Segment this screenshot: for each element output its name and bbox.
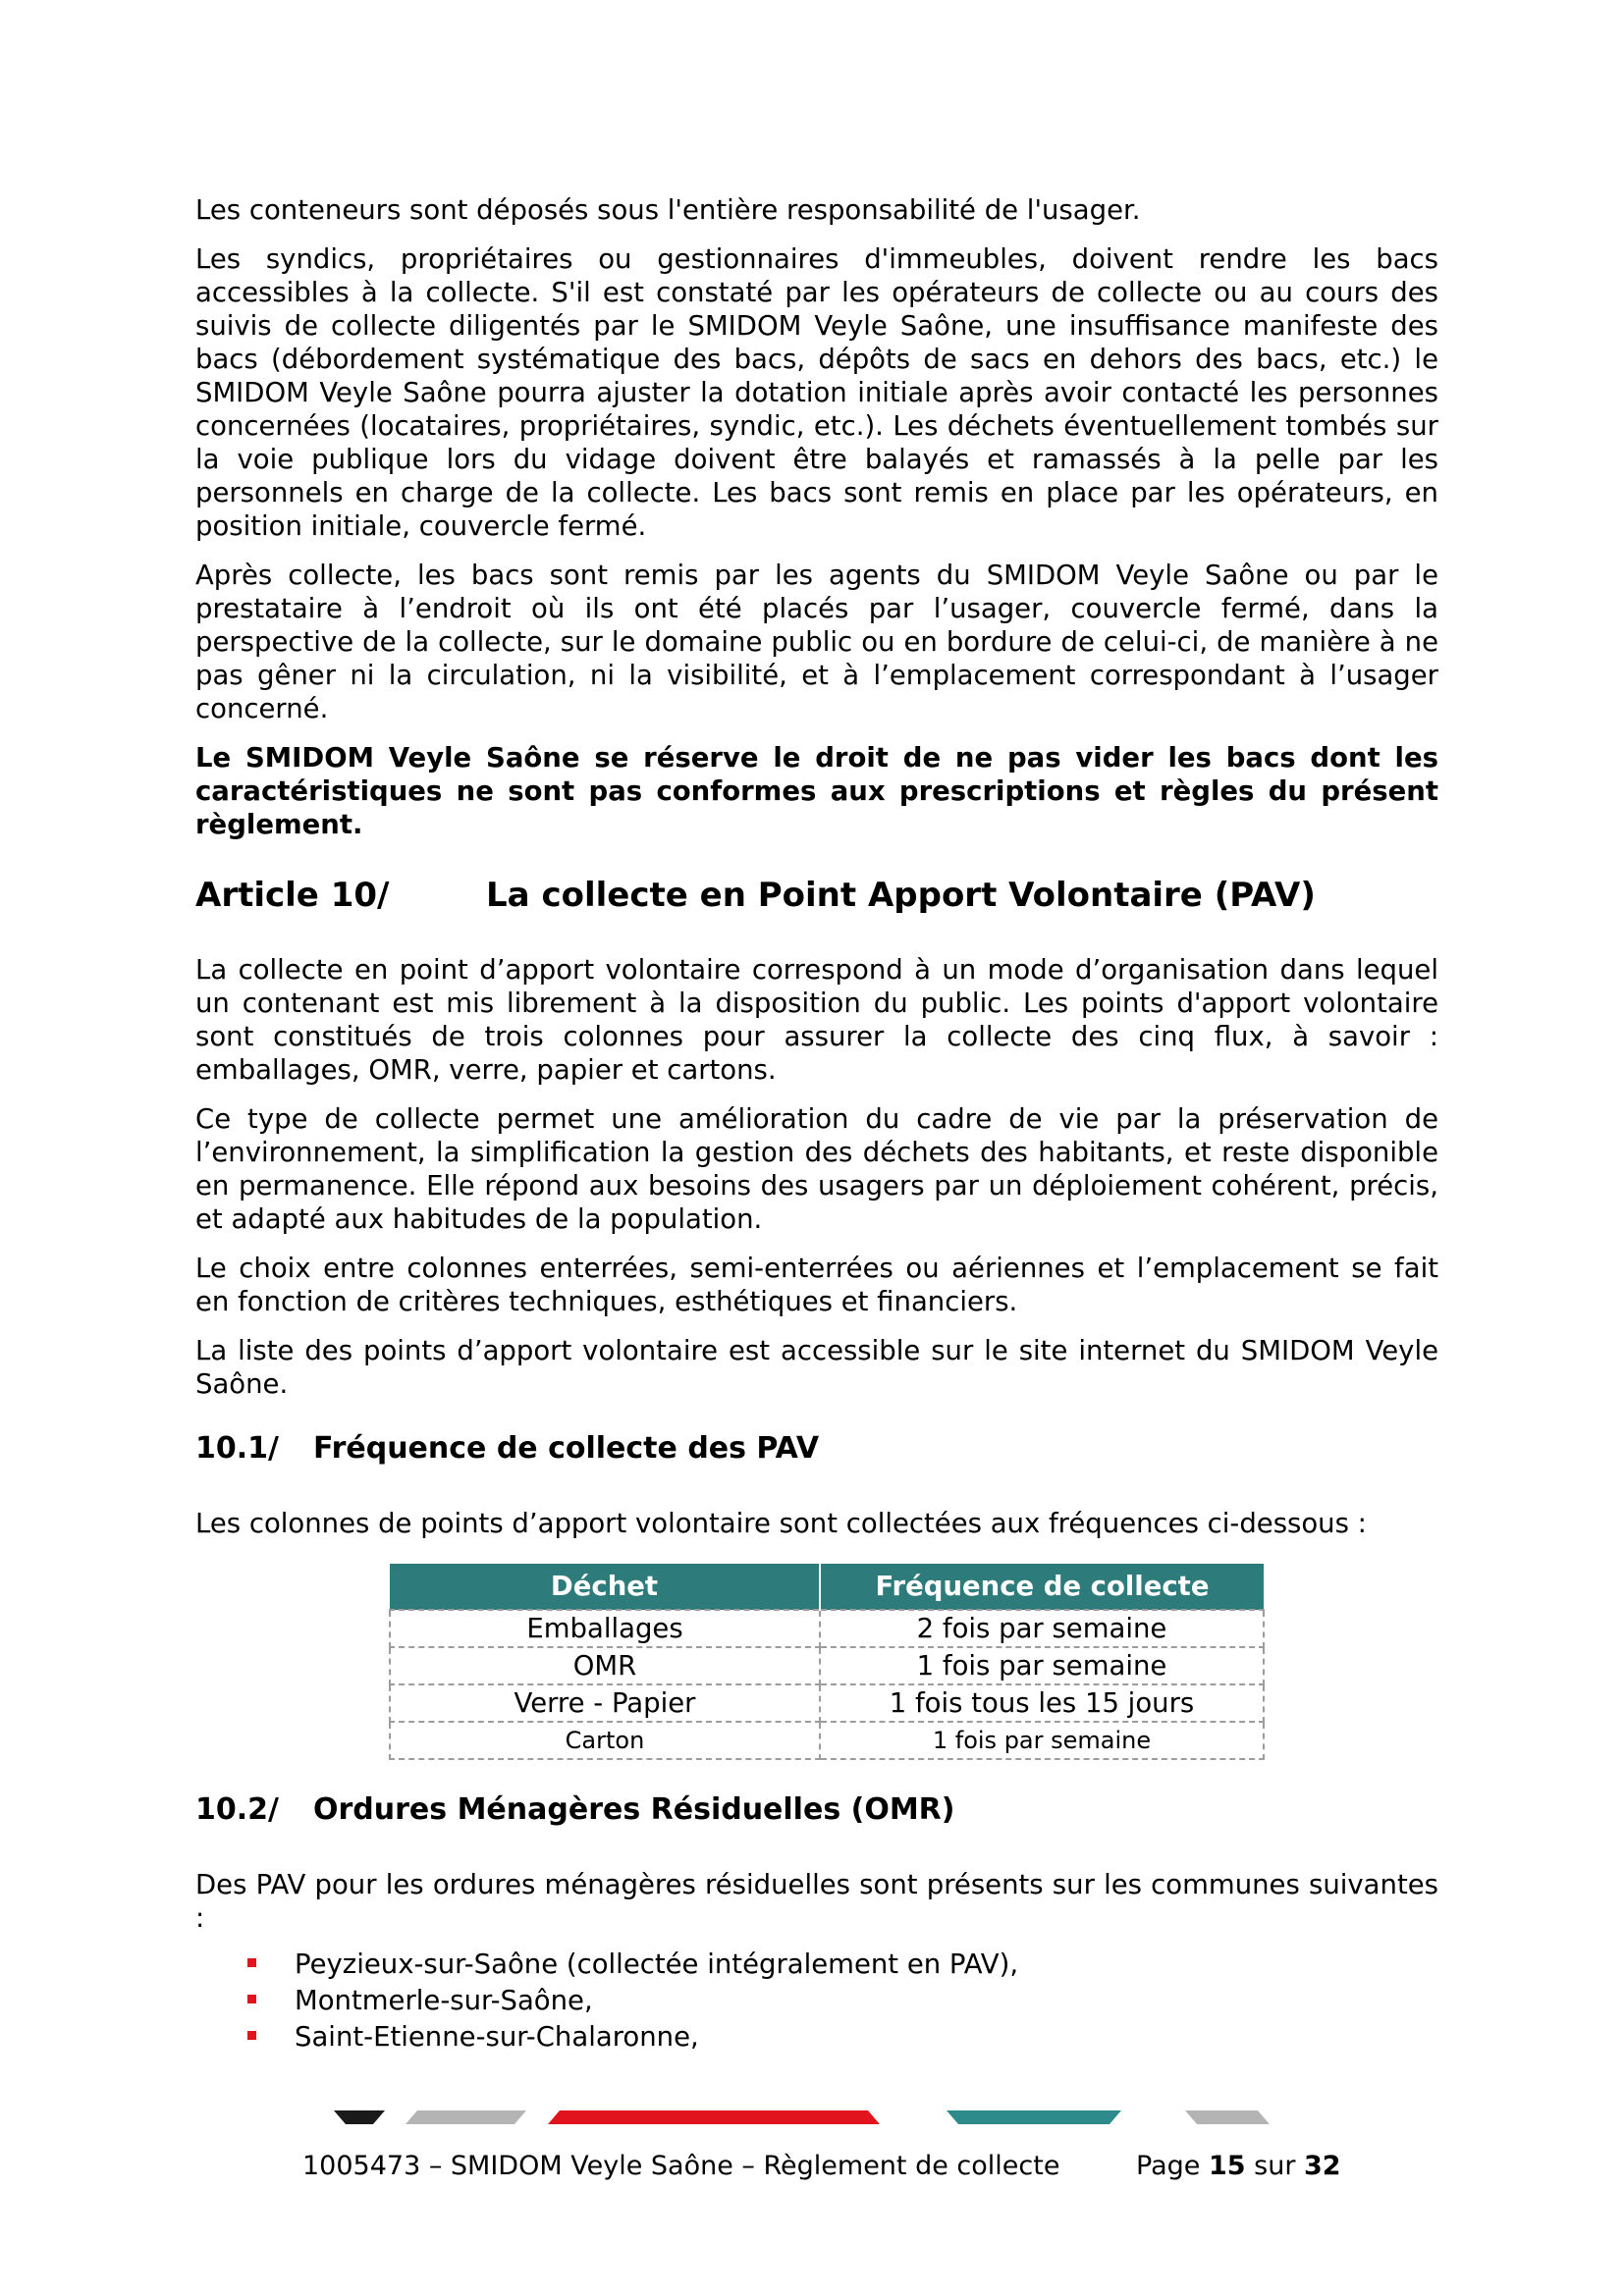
footer-page-total: 32 (1304, 2151, 1341, 2181)
stripe-teal (947, 2110, 1121, 2124)
table-header-row (390, 1564, 1264, 1610)
table-header-frequence: Fréquence de collecte (820, 1564, 1264, 1610)
communes-list (195, 1947, 1438, 2056)
section-10-1-title: Fréquence de collecte des PAV (313, 1431, 820, 1466)
bullet-square-icon (247, 2031, 256, 2040)
stripe-grey-left (406, 2110, 526, 2124)
paragraph-syndics: Les syndics, propriétaires ou gestionnaires d'immeubles, doivent rendre les bacs accessibles à la collecte. S'il est constaté par les opérateurs de collecte ou au cours des suivis de collecte diligentés par le SMIDOM Veyle Saône, une insuffisance manifeste des bacs (débordement systématique des bacs, dépôts de sacs en dehors des bacs, etc.) le SMIDOM Veyle Saône pourra ajuster la dotation initiale après avoir contacté les personnes concernées (locataires, propriétaires, syndic, etc.). Les déchets éventuellement tombés sur la voie publique lors du vidage doivent être balayés et ramassés à la pelle par les personnels en charge de la collecte. Les bacs sont remis en place par les opérateurs, en position initiale, couvercle fermé. (195, 243, 1438, 542)
table-cell-frequence: 2 fois par semaine (820, 1610, 1264, 1647)
section-10-2-number: 10.2/ (195, 1792, 279, 1827)
paragraph-pav-benefits: Ce type de collecte permet une amélioration du cadre de vie par la préservation de l’environnement, la simplification la gestion des déchets des habitants, et reste disponible en permanence. Elle répond aux besoins des usagers par un déploiement cohérent, précis, et adapté aux habitudes de la population. (195, 1103, 1438, 1235)
table-cell-frequence: 1 fois par semaine (820, 1722, 1264, 1759)
frequency-table (389, 1564, 1265, 1760)
paragraph-after-collection: Après collecte, les bacs sont remis par les agents du SMIDOM Veyle Saône ou par le prestataire à l’endroit où ils ont été placés par l’usager, couvercle fermé, dans la perspective de la collecte, sur le domaine public ou en bordure de celui-ci, de manière à ne pas gêner ni la circulation, ni la visibilité, et à l’emplacement correspondant à l’usager concerné. (195, 560, 1438, 724)
list-item (195, 1983, 1438, 2019)
stripe-black (334, 2110, 385, 2124)
table-row (390, 1684, 1264, 1722)
footer-page-current: 15 (1208, 2151, 1246, 2181)
table-header-dechet: Déchet (390, 1564, 820, 1610)
table-cell-frequence: 1 fois tous les 15 jours (820, 1684, 1264, 1722)
table-cell-dechet: Verre - Papier (390, 1684, 820, 1722)
article-title: La collecte en Point Apport Volontaire (PAV) (486, 876, 1316, 915)
paragraph-pav-definition: La collecte en point d’apport volontaire correspond à un mode d’organisation dans lequel un contenant est mis librement à la disposition du public. Les points d'apport volontaire sont constitués de trois colonnes pour assurer la collecte des cinq flux, à savoir : emballages, OMR, verre, papier et cartons. (195, 954, 1438, 1086)
stripe-red (548, 2110, 880, 2124)
footer-document-title: 1005473 – SMIDOM Veyle Saône – Règlement de collecte (302, 2151, 1060, 2181)
article-heading (195, 875, 1438, 916)
article-number: Article 10/ (195, 876, 390, 915)
paragraph-containers-responsibility: Les conteneurs sont déposés sous l'entière responsabilité de l'usager. (195, 194, 1141, 226)
table-row (390, 1647, 1264, 1684)
footer-page-label: Page (1136, 2151, 1201, 2181)
list-item-label: Montmerle-sur-Saône, (295, 1985, 593, 2016)
section-10-1-number: 10.1/ (195, 1431, 279, 1466)
footer-page-sep: sur (1254, 2151, 1296, 2181)
section-10-2-intro: Des PAV pour les ordures ménagères résiduelles sont présents sur les communes suivantes : (195, 1869, 1438, 1934)
footer-decorative-stripes (0, 2110, 1624, 2124)
table-row (390, 1722, 1264, 1759)
table-cell-dechet: Emballages (390, 1610, 820, 1647)
bullet-square-icon (247, 1995, 256, 2003)
list-item (195, 1947, 1438, 1983)
section-10-1-heading (195, 1430, 1438, 1468)
list-item-label: Saint-Etienne-sur-Chalaronne, (295, 2021, 699, 2053)
page-content (195, 193, 1438, 2056)
table-cell-dechet: Carton (390, 1722, 820, 1759)
paragraph-pav-list: La liste des points d’apport volontaire est accessible sur le site internet du SMIDOM Veyle Saône. (195, 1335, 1438, 1400)
section-10-1-intro: Les colonnes de points d’apport volontaire sont collectées aux fréquences ci-dessous : (195, 1508, 1367, 1539)
table-cell-frequence: 1 fois par semaine (820, 1647, 1264, 1684)
section-10-2-heading (195, 1791, 1438, 1829)
table-row (390, 1610, 1264, 1647)
table-cell-dechet: OMR (390, 1647, 820, 1684)
footer-page-number (1136, 2150, 1341, 2183)
section-10-2-title: Ordures Ménagères Résiduelles (OMR) (313, 1792, 955, 1827)
list-item (195, 2019, 1438, 2056)
list-item-label: Peyzieux-sur-Saône (collectée intégralement en PAV), (295, 1949, 1019, 1980)
bullet-square-icon (247, 1958, 256, 1967)
paragraph-reservation-notice: Le SMIDOM Veyle Saône se réserve le droit de ne pas vider les bacs dont les caractéristiques ne sont pas conformes aux prescriptions et règles du présent règlement. (195, 742, 1438, 840)
paragraph-pav-choice: Le choix entre colonnes enterrées, semi-enterrées ou aériennes et l’emplacement se fait en fonction de critères techniques, esthétiques et financiers. (195, 1253, 1438, 1317)
stripe-grey-right (1185, 2110, 1270, 2124)
